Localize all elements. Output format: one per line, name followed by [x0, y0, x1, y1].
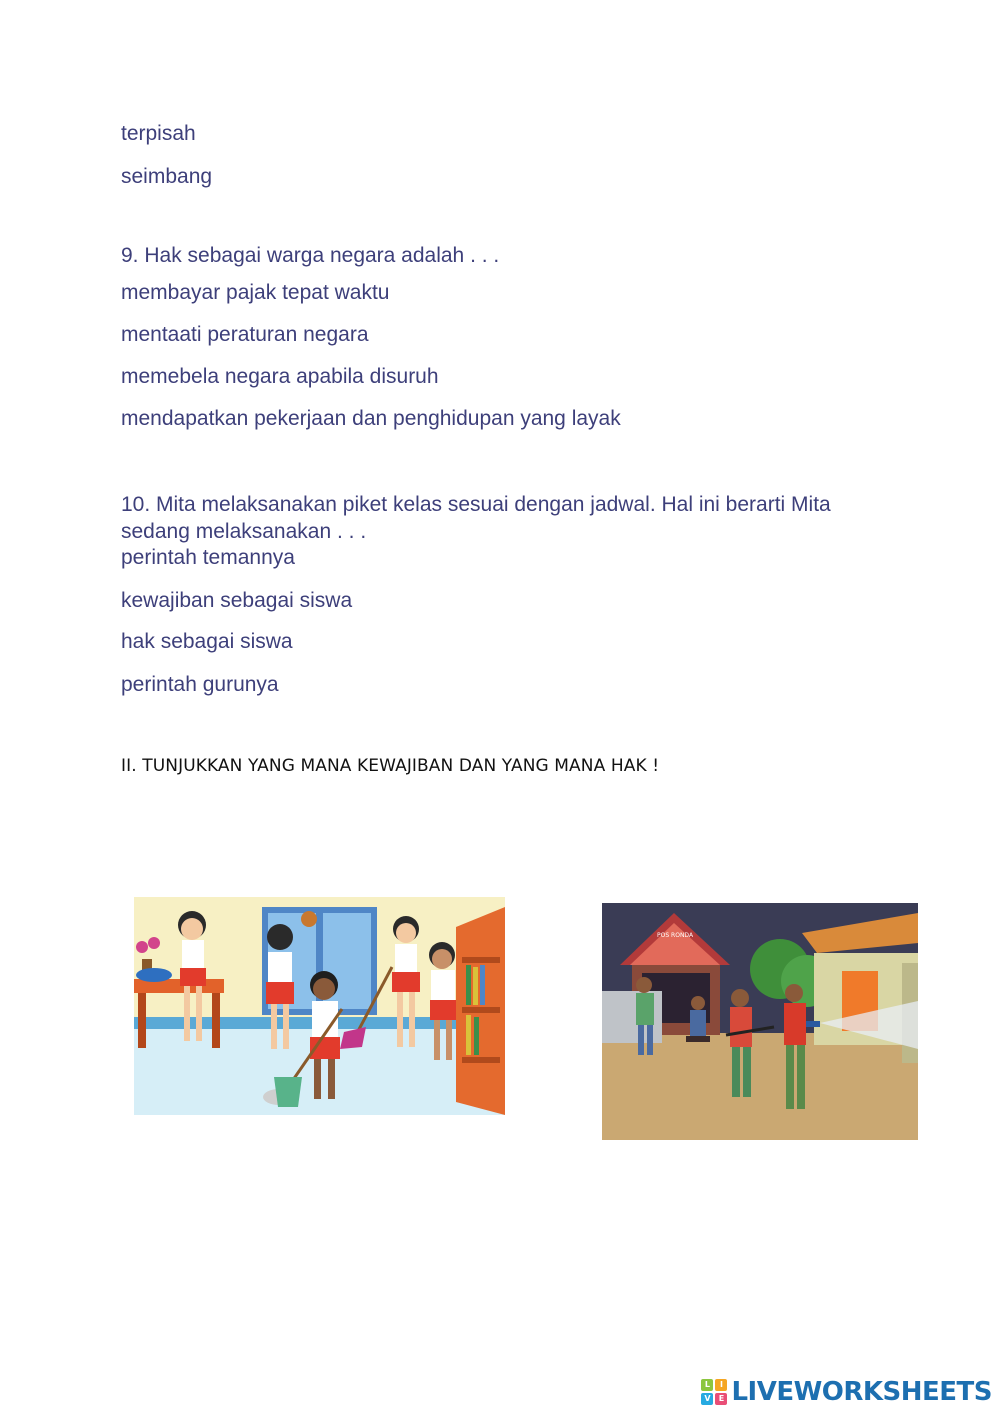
logo-tile-i: I [715, 1379, 727, 1391]
q9-option-c[interactable]: memebela negara apabila disuruh [121, 365, 439, 388]
logo-tile-l: L [701, 1379, 713, 1391]
q8-option-seimbang[interactable]: seimbang [121, 165, 213, 188]
q9-option-d[interactable]: mendapatkan pekerjaan dan penghidupan yang layak [121, 407, 621, 430]
q10-option-a[interactable]: perintah temannya [121, 546, 295, 569]
brand-name: LIVEWORKSHEETS [731, 1377, 992, 1407]
logo-tile-e: E [715, 1393, 727, 1405]
q10-option-b[interactable]: kewajiban sebagai siswa [121, 589, 353, 612]
q10-option-d[interactable]: perintah gurunya [121, 673, 279, 696]
q10-question: 10. Mita melaksanakan piket kelas sesuai dengan jadwal. Hal ini berarti Mita sedang melaksanakan . . . [121, 493, 831, 543]
night-patrol-illustration [602, 903, 918, 1140]
q10-option-c[interactable]: hak sebagai siswa [121, 630, 293, 653]
section-2-heading: II. TUNJUKKAN YANG MANA KEWAJIBAN DAN YANG MANA HAK ! [121, 756, 660, 776]
q9-option-b[interactable]: mentaati peraturan negara [121, 323, 369, 346]
q9-option-a[interactable]: membayar pajak tepat waktu [121, 281, 390, 304]
logo-icon [701, 1379, 727, 1405]
q9-question: 9. Hak sebagai warga negara adalah . . . [121, 244, 500, 267]
classroom-cleaning-illustration [134, 897, 505, 1115]
q8-option-terpisah[interactable]: terpisah [121, 122, 196, 145]
pos-ronda-sign: POS RONDA [657, 932, 694, 939]
logo-tile-v: V [701, 1393, 713, 1405]
liveworksheets-logo[interactable] [701, 1377, 992, 1407]
